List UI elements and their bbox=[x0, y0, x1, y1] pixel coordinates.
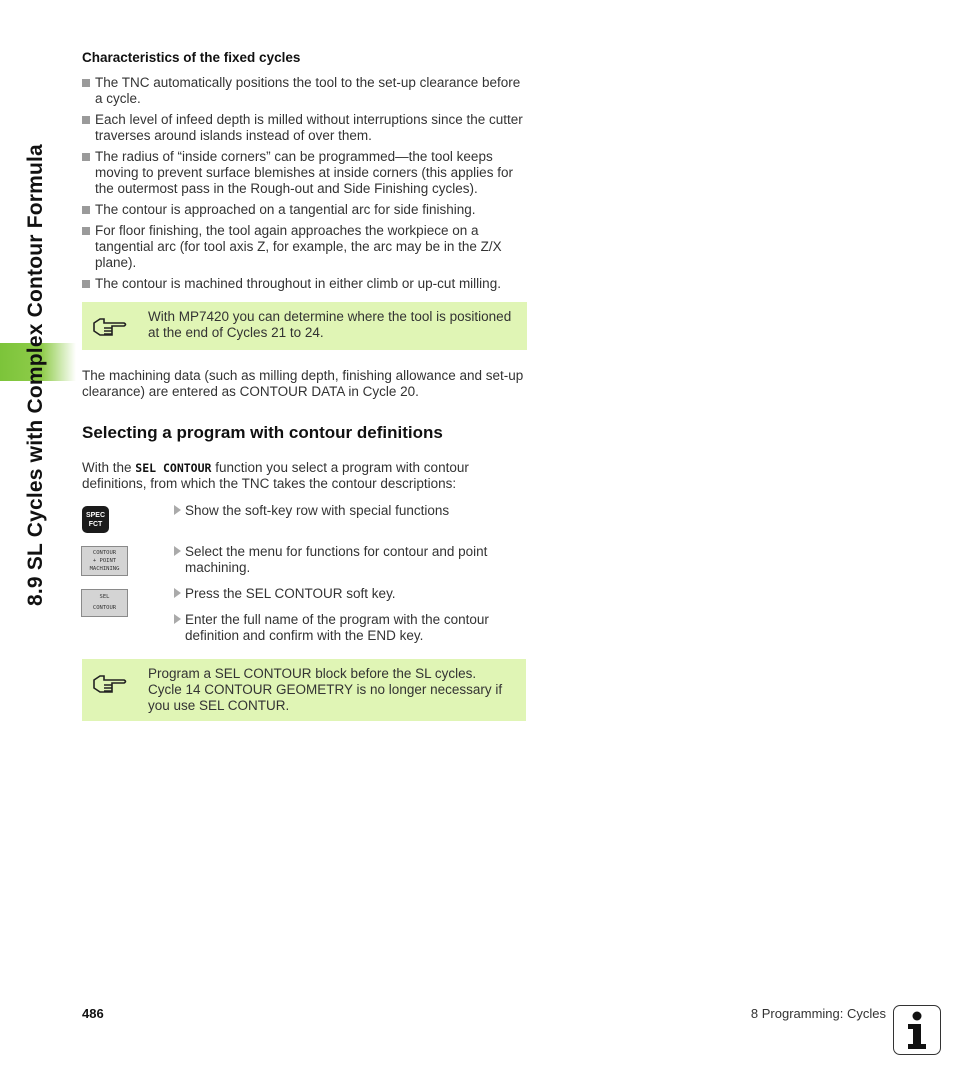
bullet-square-icon bbox=[82, 153, 90, 161]
list-item: The TNC automatically positions the tool to the set-up clearance before a cycle. bbox=[82, 75, 527, 107]
step-enter-program-name: Enter the full name of the program with the contour definition and confirm with the END key. bbox=[174, 612, 524, 644]
step-arrow-icon bbox=[174, 546, 181, 556]
note-box-mp7420: With MP7420 you can determine where the tool is positioned at the end of Cycles 21 to 24. bbox=[82, 302, 527, 350]
list-item: For floor finishing, the tool again approaches the workpiece on a tangential arc (for tool axis Z, for example, the arc may be in the Z/X plane). bbox=[82, 223, 527, 271]
step-arrow-icon bbox=[174, 614, 181, 624]
page-number: 486 bbox=[82, 1006, 104, 1021]
step-press-sel-contour: Press the SEL CONTOUR soft key. bbox=[174, 586, 524, 602]
list-item: Each level of infeed depth is milled without interruptions since the cutter traverses around islands instead of over them. bbox=[82, 112, 527, 144]
pointing-hand-icon bbox=[90, 311, 132, 341]
sel-contour-code: SEL CONTOUR bbox=[135, 461, 212, 475]
characteristics-list bbox=[82, 75, 527, 292]
info-glyph-icon bbox=[894, 1006, 939, 1053]
pointing-hand-icon bbox=[90, 668, 132, 698]
chapter-title: 8 Programming: Cycles bbox=[750, 1006, 886, 1021]
list-item: The radius of “inside corners” can be programmed—the tool keeps moving to prevent surface blemishes at inside corners (this applies for the outermost pass in the Rough-out and Side Finishing cycles). bbox=[82, 149, 527, 197]
bullet-square-icon bbox=[82, 116, 90, 124]
step-arrow-icon bbox=[174, 588, 181, 598]
sel-contour-softkey[interactable]: SEL CONTOUR bbox=[81, 589, 128, 617]
list-item: The contour is approached on a tangential arc for side finishing. bbox=[82, 202, 527, 218]
main-content bbox=[82, 50, 527, 492]
bullet-square-icon bbox=[82, 79, 90, 87]
step-show-softkey-row: Show the soft-key row with special functions bbox=[174, 503, 524, 519]
selecting-intro: With the SEL CONTOUR function you select a program with contour definitions, from which the TNC takes the contour descriptions: bbox=[82, 460, 469, 491]
step-select-menu: Select the menu for functions for contour and point machining. bbox=[174, 544, 524, 576]
bullet-square-icon bbox=[82, 227, 90, 235]
info-icon bbox=[893, 1005, 941, 1055]
machining-data-paragraph: The machining data (such as milling depth, finishing allowance and set-up clearance) are entered as CONTOUR DATA in Cycle 20. bbox=[82, 368, 524, 399]
characteristics-heading: Characteristics of the fixed cycles bbox=[82, 50, 301, 65]
step-arrow-icon bbox=[174, 505, 181, 515]
note-box-sel-contour: Program a SEL CONTOUR block before the SL cycles. Cycle 14 CONTOUR GEOMETRY is no longer necessary if you use SEL CONTUR. bbox=[82, 659, 526, 721]
spec-fct-key[interactable]: SPEC FCT bbox=[82, 506, 109, 533]
bullet-square-icon bbox=[82, 206, 90, 214]
contour-point-machining-softkey[interactable]: CONTOUR + POINT MACHINING bbox=[81, 546, 128, 576]
section-title-vertical: 8.9 SL Cycles with Complex Contour Formula bbox=[24, 144, 47, 606]
bullet-square-icon bbox=[82, 280, 90, 288]
list-item: The contour is machined throughout in either climb or up-cut milling. bbox=[82, 276, 527, 292]
selecting-heading: Selecting a program with contour definitions bbox=[82, 423, 443, 442]
